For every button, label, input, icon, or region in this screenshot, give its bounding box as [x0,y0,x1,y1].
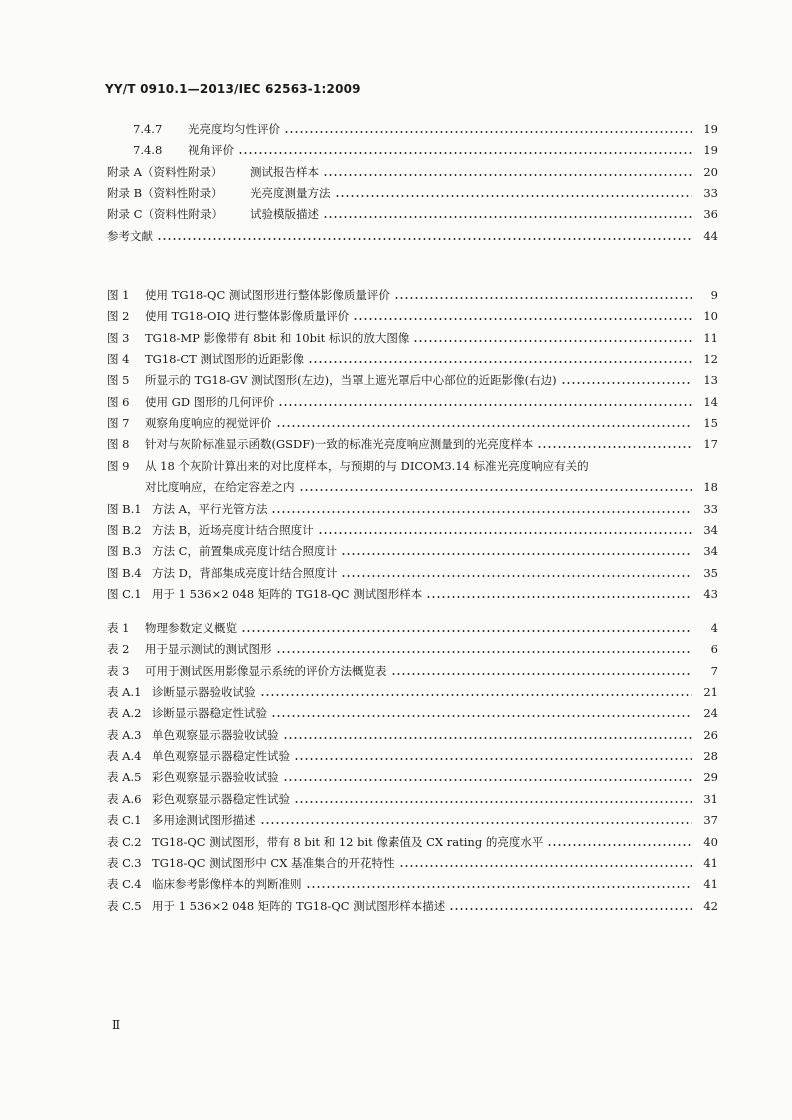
toc-entry-page: 9 [710,288,718,302]
toc-entry-title: 可用于测试医用影像显示系统的评价方法概览表 [145,663,387,678]
toc-entry-title: 单色观察显示器稳定性试验 [152,749,290,764]
toc-entry-label: 图 4 [107,352,130,367]
toc-entry-page: 11 [703,330,718,345]
toc-entry[interactable] [0,563,792,583]
toc-entry-page: 42 [703,898,718,913]
toc-entry[interactable] [0,499,792,519]
toc-entry-label: 图 3 [107,330,130,345]
toc-entry-label: 图 B.4 [107,565,142,580]
toc-entry[interactable] [0,434,792,454]
toc-entry-page: 37 [703,813,718,828]
dot-leader [306,874,693,894]
toc-entry-page: 41 [703,877,718,892]
toc-entry-label: 7.4.8 [133,143,163,158]
toc-entry[interactable] [0,370,792,390]
toc-entry-title: 方法 C，前置集成亮度计结合照度计 [152,544,337,559]
toc-entry-page: 19 [703,143,718,158]
toc-entry-label: 表 1 [107,621,130,635]
toc-entry-page: 20 [703,164,718,179]
standard-header: YY/T 0910.1—2013/IEC 62563-1:2009 [105,82,361,96]
dot-leader [341,563,692,583]
toc-entry-page: 31 [703,791,718,806]
dot-leader [276,639,693,659]
dot-leader [271,703,692,723]
toc-entry-label: 参考文献 [107,228,153,243]
toc-entry-label: 图 B.3 [107,544,142,559]
toc-entry[interactable] [0,703,792,723]
toc-entry-page: 33 [703,186,718,201]
toc-entry-title: 用于 1 536×2 048 矩阵的 TG18-QC 测试图形样本 [152,586,423,601]
dot-leader [284,119,692,139]
dot-leader [449,896,692,916]
toc-entry[interactable] [0,584,792,604]
toc-entry-title: 临床参考影像样本的判断准则 [152,877,302,892]
toc-entry-label: 表 A.3 [107,727,142,742]
toc-entry-page: 26 [703,727,718,742]
toc-entry-title: 从 18 个灰阶计算出来的对比度样本，与预期的与 DICOM3.14 标准光亮度响应有关的 [145,458,589,473]
page-number: Ⅱ [112,1018,121,1032]
toc-entry-title: TG18-QC 测试图形中 CX 基准集合的开花特性 [152,855,395,870]
toc-entry[interactable] [0,285,792,305]
toc-entry-label: 表 C.2 [107,834,142,849]
toc-entry[interactable] [0,767,792,787]
toc-entry-page: 14 [703,394,718,409]
toc-entry-label: 图 B.1 [107,501,142,516]
toc-entry-label: 图 2 [107,309,130,324]
toc-entry-label: 表 A.6 [107,791,142,806]
dot-leader [260,682,693,702]
toc-entry-label: 表 C.5 [107,898,142,913]
toc-entry[interactable] [0,682,792,702]
toc-entry-title: 用于 1 536×2 048 矩阵的 TG18-QC 测试图形样本描述 [152,898,446,913]
toc-entry-label: 图 B.2 [107,522,142,537]
dot-leader [318,520,692,540]
toc-entry[interactable] [0,328,792,348]
toc-entry-label: 附录 C（资料性附录） [107,207,223,222]
dot-leader [260,810,693,830]
toc-entry[interactable] [0,618,792,638]
toc-entry-page: 4 [710,621,718,635]
toc-entry-page: 21 [703,685,718,700]
toc-entry[interactable] [0,413,792,433]
dot-leader [561,370,692,390]
toc-entry[interactable] [0,183,792,203]
toc-entry-label: 附录 A（资料性附录） [107,164,223,179]
toc-entry[interactable] [0,477,792,497]
toc-entry-page: 19 [703,122,718,136]
toc-entry-label: 表 C.1 [107,813,142,828]
dot-leader [308,349,692,369]
dot-leader [399,853,692,873]
toc-entry-label: 表 3 [107,663,130,678]
toc-entry-page: 34 [703,522,718,537]
toc-entry[interactable] [0,204,792,224]
toc-entry-label: 图 6 [107,394,130,409]
toc-entry[interactable] [0,832,792,852]
toc-entry-title: TG18-CT 测试图形的近距影像 [145,352,304,367]
toc-entry-title: 针对与灰阶标准显示函数(GSDF)一致的标准光亮度响应测量到的光亮度样本 [145,437,534,452]
toc-entry[interactable] [0,874,792,894]
toc-entry-page: 13 [703,373,718,388]
toc-entry-label: 图 5 [107,373,130,388]
toc-entry-title: 使用 TG18-OIQ 进行整体影像质量评价 [145,309,350,324]
toc-entry-title: 物理参数定义概览 [145,621,237,635]
toc-entry-page: 43 [703,586,718,601]
toc-entry-title: 使用 GD 图形的几何评价 [145,394,275,409]
dot-leader [283,725,693,745]
toc-entry-title: 测试报告样本 [250,164,319,179]
toc-entry[interactable] [0,639,792,659]
toc-entry-title: 视角评价 [188,143,234,158]
toc-entry-title: 所显示的 TG18-GV 测试图形(左边)，当罩上遮光罩后中心部位的近距影像(右边) [145,373,557,388]
toc-entry-title: 单色观察显示器验收试验 [152,727,279,742]
toc-entry-title: 光亮度均匀性评价 [188,122,280,136]
toc-entry[interactable] [0,520,792,540]
toc-entry-page: 6 [710,642,718,657]
toc-entry-label: 表 A.2 [107,706,142,721]
toc-entry[interactable] [0,140,792,160]
toc-entry-page: 17 [703,437,718,452]
toc-entry[interactable] [0,541,792,561]
dot-leader [294,789,692,809]
toc-entry[interactable] [0,456,792,476]
toc-entry-title: 试验模版描述 [250,207,319,222]
toc-entry-label: 表 C.3 [107,855,142,870]
toc-entry-page: 24 [703,706,718,721]
dot-leader [413,328,692,348]
toc-entry-title: 多用途测试图形描述 [152,813,256,828]
dot-leader [157,226,692,246]
toc-entry-page: 33 [703,501,718,516]
toc-entry-label: 图 8 [107,437,130,452]
toc-entry-page: 15 [703,416,718,431]
toc-entry-page: 40 [703,834,718,849]
dot-leader [353,306,692,326]
toc-entry-title: 方法 A，平行光管方法 [152,501,268,516]
toc-entry-page: 35 [703,565,718,580]
toc-entry-label: 图 C.1 [107,586,142,601]
dot-leader [278,392,692,412]
dot-leader [323,162,692,182]
toc-entry-page: 34 [703,544,718,559]
dot-leader [271,499,692,519]
toc-entry-title: 观察角度响应的视觉评价 [145,416,272,431]
toc-entry-title: 彩色观察显示器验收试验 [152,770,279,785]
toc-entry-title: TG18-MP 影像带有 8bit 和 10bit 标识的放大图像 [145,330,410,345]
dot-leader [241,618,692,638]
toc-entry[interactable] [0,746,792,766]
dot-leader [426,584,692,604]
dot-leader [276,413,693,433]
toc-entry-title: 对比度响应，在给定容差之内 [145,480,295,495]
dot-leader [391,661,693,681]
toc-entry[interactable] [0,810,792,830]
toc-entry[interactable] [0,853,792,873]
dot-leader [335,183,693,203]
toc-entry-label: 表 A.4 [107,749,142,764]
toc-entry-label: 7.4.7 [133,122,163,136]
toc-entry-label: 表 A.5 [107,770,142,785]
dot-leader [341,541,692,561]
dot-leader [299,477,693,497]
toc-entry-page: 41 [703,855,718,870]
toc-entry-title: 光亮度测量方法 [250,186,331,201]
toc-entry-title: 用于显示测试的测试图形 [145,642,272,657]
toc-entry-page: 10 [703,309,718,324]
toc-entry-title: 方法 D，背部集成亮度计结合照度计 [152,565,338,580]
toc-entry-title: 方法 B，近场亮度计结合照度计 [152,522,314,537]
toc-entry[interactable] [0,119,792,139]
toc-entry-label: 表 C.4 [107,877,142,892]
toc-entry[interactable] [0,896,792,916]
toc-entry-title: 彩色观察显示器稳定性试验 [152,791,290,806]
toc-entry[interactable] [0,306,792,326]
toc-entry-page: 28 [703,749,718,764]
toc-entry-label: 图 7 [107,416,130,431]
dot-leader [394,285,692,305]
toc-entry-page: 12 [703,352,718,367]
toc-entry-page: 7 [710,663,718,678]
dot-leader [547,832,692,852]
toc-entry-label: 图 1 [107,288,130,302]
toc-entry-title: 使用 TG18-QC 测试图形进行整体影像质量评价 [145,288,390,302]
toc-entry-label: 图 9 [107,458,130,473]
toc-entry-title: 诊断显示器稳定性试验 [152,706,267,721]
toc-entry-page: 36 [703,207,718,222]
toc-entry[interactable] [0,725,792,745]
toc-entry-label: 表 A.1 [107,685,142,700]
toc-entry-page: 18 [703,480,718,495]
dot-leader [238,140,692,160]
toc-entry-title: 诊断显示器验收试验 [152,685,256,700]
toc-entry-label: 表 2 [107,642,130,657]
toc-entry[interactable] [0,349,792,369]
toc-entry[interactable] [0,162,792,182]
dot-leader [537,434,692,454]
dot-leader [294,746,692,766]
toc-entry[interactable] [0,661,792,681]
toc-entry-title: TG18-QC 测试图形，带有 8 bit 和 12 bit 像素值及 CX rating 的亮度水平 [152,834,544,849]
dot-leader [323,204,692,224]
toc-entry-page: 44 [703,228,718,243]
toc-entry-label: 附录 B（资料性附录） [107,186,223,201]
toc-entry[interactable] [0,392,792,412]
toc-entry[interactable] [0,789,792,809]
toc-entry-page: 29 [703,770,718,785]
dot-leader [283,767,693,787]
toc-entry[interactable] [0,226,792,246]
